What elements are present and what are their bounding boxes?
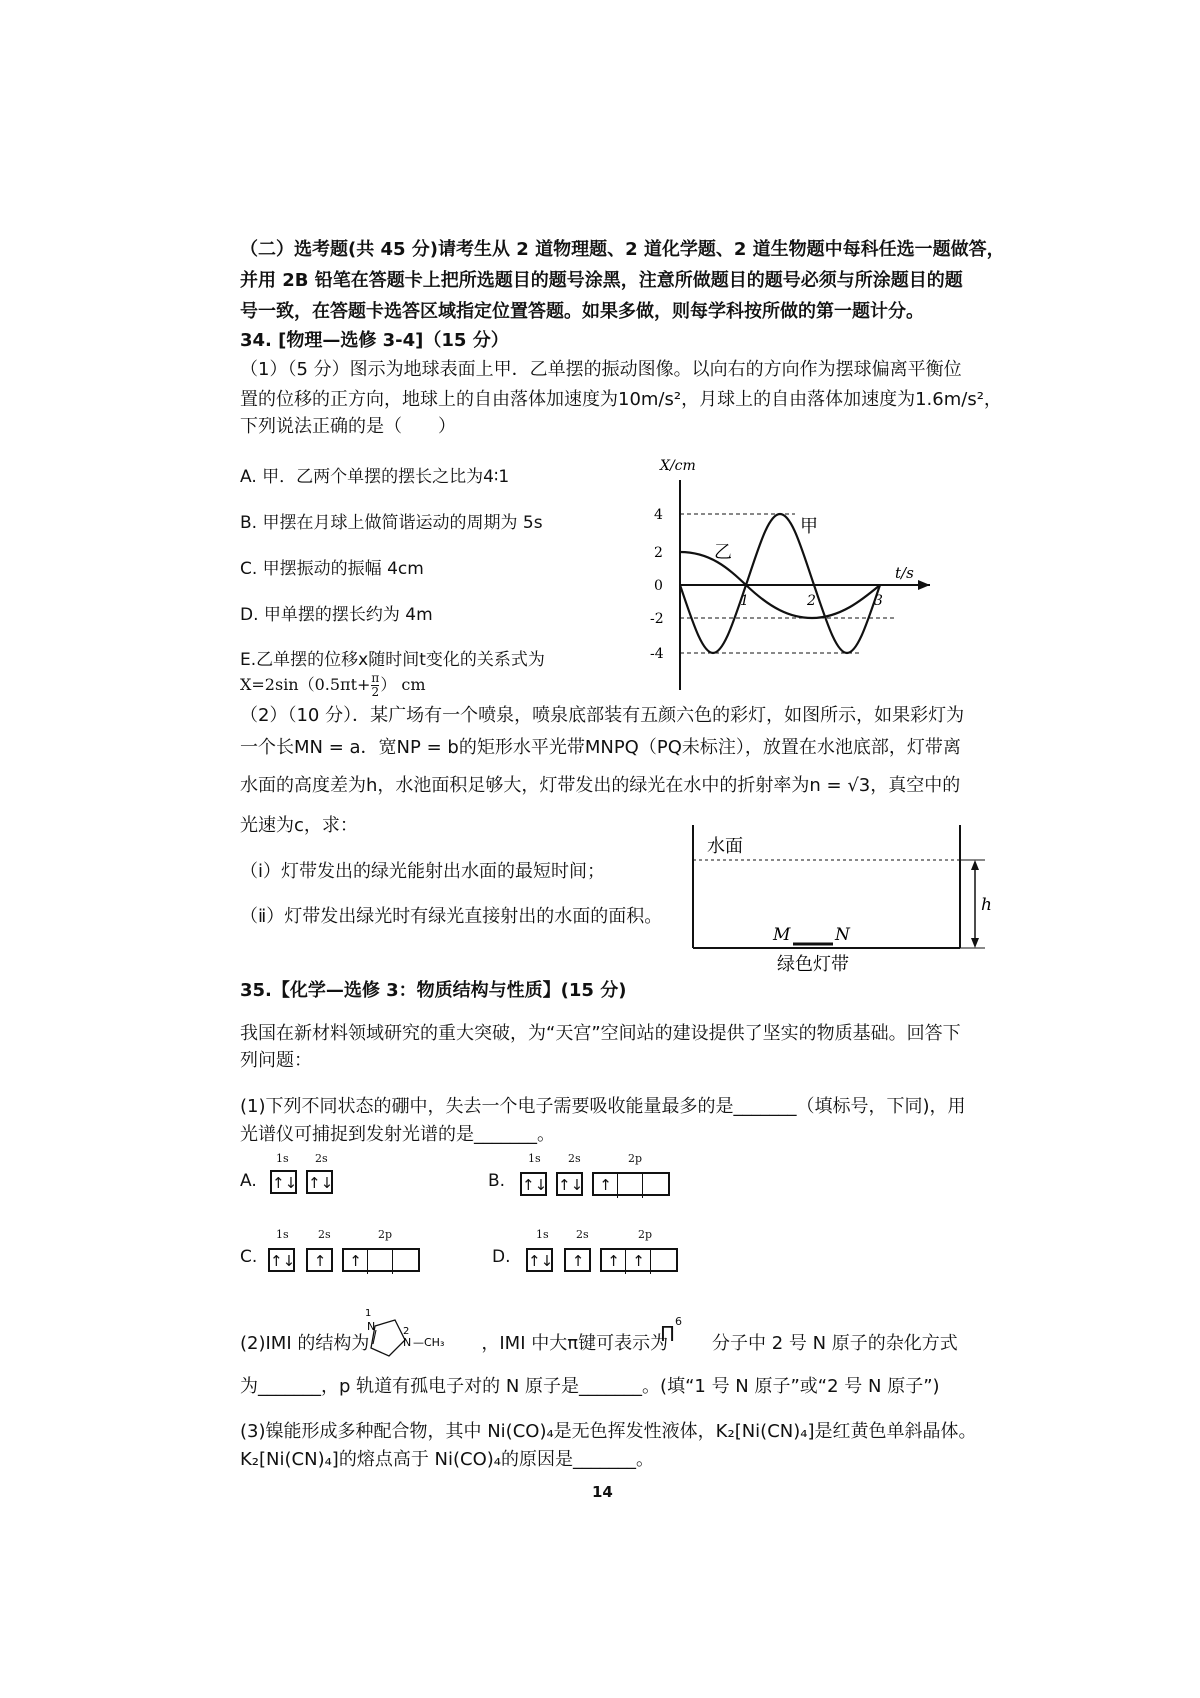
- q34-heading: 34. [物理—选修 3-4]（15 分）: [240, 330, 509, 351]
- q34-sub-i: （ⅰ）灯带发出的绿光能射出水面的最短时间；: [240, 861, 605, 882]
- q2-text-c: 分子中 2 号 N 原子的杂化方式: [712, 1333, 958, 1354]
- label-1s: 1s: [276, 1228, 289, 1241]
- pool-caption: 绿色灯带: [777, 954, 849, 975]
- q34-part2-line-4: 光速为c，求：: [240, 815, 358, 836]
- y-tick-0: 0: [654, 578, 663, 594]
- imi-ch3: —CH₃: [413, 1336, 445, 1349]
- label-yi: 乙: [714, 542, 732, 563]
- page-number: 14: [592, 1483, 613, 1501]
- orbital-2p-box: ↑: [342, 1248, 420, 1272]
- q34-option-e-formula: [240, 672, 426, 699]
- x-tick-2: 2: [807, 593, 816, 609]
- q2-text-b: ，IMI 中大π键可表示为: [481, 1333, 669, 1354]
- formula-fraction-num: π: [371, 671, 380, 685]
- orbital-2s-box: ↑: [564, 1248, 591, 1272]
- n-label: N: [835, 925, 850, 945]
- formula-fraction: [371, 672, 379, 699]
- m-label: M: [773, 925, 791, 945]
- orbital-2s-box: ↑: [306, 1248, 333, 1272]
- imidazole-ring: [371, 1320, 405, 1356]
- q35-q2-line-2: 为_______，p 轨道有孤电子对的 N 原子是_______。(填“1 号 N 原子”或“2 号 N 原子”): [240, 1376, 940, 1397]
- orbital-2s-box: ↑↓: [556, 1172, 583, 1196]
- q35-q1-line-1: (1)下列不同状态的硼中，失去一个电子需要吸收能量最多的是_______（填标号，下同)，用: [240, 1096, 966, 1117]
- imi-structure: [365, 1308, 485, 1368]
- graph-x-arrow: [918, 580, 930, 590]
- orbital-2p-box: ↑: [592, 1172, 670, 1196]
- section-intro-line-1: （二）选考题(共 45 分)请考生从 2 道物理题、2 道化学题、2 道生物题中每科任选一题做答，: [240, 239, 1005, 260]
- pool-diagram: [685, 820, 1005, 980]
- h-label: h: [981, 895, 992, 915]
- label-1s: 1s: [276, 1152, 289, 1165]
- q35-q3-line-2: K₂[Ni(CN)₄]的熔点高于 Ni(CO)₄的原因是_______。: [240, 1449, 655, 1470]
- y-tick-neg4: -4: [650, 646, 664, 662]
- q34-sub-ii: （ⅱ）灯带发出绿光时有绿光直接射出的水面的面积。: [240, 906, 663, 927]
- imi-num-2: 2: [403, 1326, 410, 1337]
- y-tick-neg2: -2: [650, 611, 664, 627]
- label-2p: 2p: [638, 1228, 653, 1241]
- q2-text-a: (2)IMI 的结构为: [240, 1333, 370, 1354]
- orbital-1s-box: ↑↓: [270, 1170, 297, 1194]
- q34-part2-line-3: 水面的高度差为h，水池面积足够大，灯带发出的绿光在水中的折射率为n = √3，真空中的: [240, 775, 961, 796]
- q35-q3-line-1: (3)镍能形成多种配合物，其中 Ni(CO)₄是无色挥发性液体，K₂[Ni(CN)₄]是红黄色单斜晶体。: [240, 1421, 977, 1442]
- q34-option-d: D. 甲单摆的摆长约为 4m: [240, 605, 433, 625]
- water-label: 水面: [707, 836, 743, 857]
- imi-num-1: 1: [365, 1308, 372, 1319]
- label-2s: 2s: [318, 1228, 331, 1241]
- choice-d-label: D.: [492, 1247, 511, 1267]
- y-tick-2: 2: [654, 545, 663, 561]
- x-tick-1: 1: [740, 593, 749, 609]
- h-arrow-down: [971, 938, 979, 948]
- q35-q1-line-2: 光谱仪可捕捉到发射光谱的是_______。: [240, 1124, 555, 1145]
- orbital-1s-box: ↑↓: [526, 1248, 553, 1272]
- q34-part1-line-1: （1）（5 分）图示为地球表面上甲．乙单摆的振动图像。以向右的方向作为摆球偏离平衡位: [240, 359, 962, 380]
- label-2s: 2s: [576, 1228, 589, 1241]
- imi-n2: N: [403, 1336, 412, 1349]
- choice-a-label: A.: [240, 1171, 257, 1191]
- x-tick-3: 3: [874, 593, 883, 609]
- pi-superscript: 6: [675, 1315, 683, 1329]
- q35-intro-line-1: 我国在新材料领域研究的重大突破，为“天宫”空间站的建设提供了坚实的物质基础。回答下: [240, 1023, 961, 1044]
- label-2s: 2s: [568, 1152, 581, 1165]
- orbital-2p-box: ↑ ↑: [600, 1248, 678, 1272]
- vibration-graph: [640, 450, 940, 690]
- graph-y-label: X/cm: [660, 458, 696, 474]
- label-2s: 2s: [315, 1152, 328, 1165]
- q34-part2-line-1: （2）（10 分）．某广场有一个喷泉，喷泉底部装有五颜六色的彩灯，如图所示，如果彩灯为: [240, 705, 965, 726]
- label-2p: 2p: [628, 1152, 643, 1165]
- q34-option-e: E.乙单摆的位移x随时间t变化的关系式为: [240, 650, 545, 670]
- section-intro-line-3: 号一致，在答题卡选答区域指定位置答题。如果多做，则每学科按所做的第一题计分。: [240, 301, 924, 322]
- q34-option-c: C. 甲摆振动的振幅 4cm: [240, 559, 424, 579]
- q34-part2-line-2: 一个长MN = a．宽NP = b的矩形水平光带MNPQ（PQ未标注），放置在水池底部，灯带离: [240, 737, 961, 758]
- pi-letter: Π: [660, 1322, 676, 1346]
- q34-part1-line-3: 下列说法正确的是（ ）: [240, 416, 456, 437]
- y-tick-4: 4: [654, 507, 663, 523]
- label-jia: 甲: [800, 516, 818, 537]
- q34-part1-line-2: 置的位移的正方向，地球上的自由落体加速度为10m/s²，月球上的自由落体加速度为1.6m/s²，: [240, 389, 1002, 410]
- q34-option-a: A. 甲．乙两个单摆的摆长之比为4∶1: [240, 467, 510, 487]
- graph-x-label: t/s: [895, 564, 914, 582]
- q35-heading: 35.【化学—选修 3：物质结构与性质】(15 分): [240, 980, 627, 1001]
- formula-prefix: X=2sin（0.5πt+: [240, 675, 371, 694]
- formula-suffix: ） cm: [380, 675, 426, 694]
- h-arrow-up: [971, 860, 979, 870]
- choice-b-label: B.: [488, 1171, 506, 1191]
- pi-symbol: [660, 1315, 683, 1346]
- choice-c-label: C.: [240, 1247, 258, 1267]
- orbital-2s-box: ↑↓: [306, 1170, 333, 1194]
- orbital-1s-box: ↑↓: [268, 1248, 295, 1272]
- formula-fraction-den: 2: [371, 685, 380, 699]
- section-intro-line-2: 并用 2B 铅笔在答题卡上把所选题目的题号涂黑，注意所做题目的题号必须与所涂题目的题: [240, 270, 963, 291]
- label-1s: 1s: [528, 1152, 541, 1165]
- imi-n1: N: [367, 1320, 376, 1333]
- q34-option-b: B. 甲摆在月球上做简谐运动的周期为 5s: [240, 513, 543, 533]
- curve-jia: [680, 514, 880, 653]
- label-1s: 1s: [536, 1228, 549, 1241]
- q35-intro-line-2: 列问题：: [240, 1050, 312, 1071]
- label-2p: 2p: [378, 1228, 393, 1241]
- orbital-1s-box: ↑↓: [520, 1172, 547, 1196]
